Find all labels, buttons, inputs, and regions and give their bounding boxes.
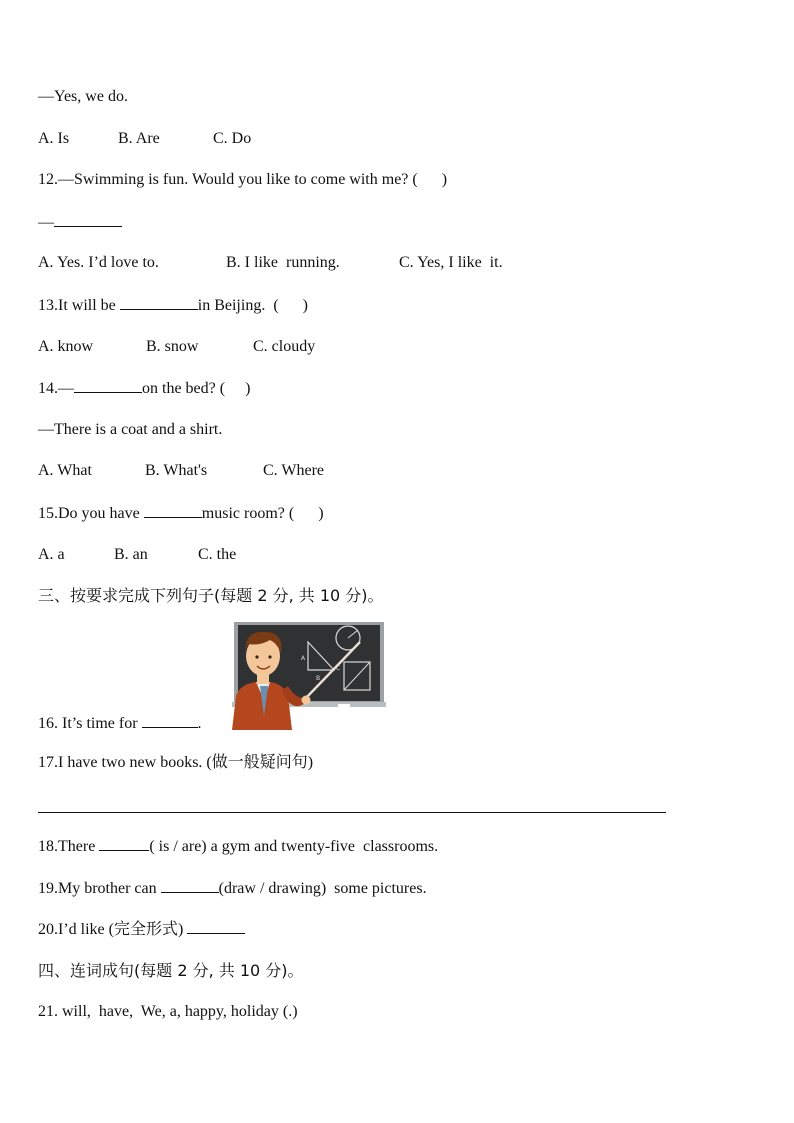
question-14: 14.— on the bed? ( ) <box>38 380 251 397</box>
option-b: B. snow <box>146 338 199 355</box>
teacher-illustration <box>226 620 386 730</box>
teacher-at-blackboard-image <box>226 620 386 730</box>
option-c: C. Yes, I like it. <box>399 254 503 271</box>
answer-blank <box>142 713 198 728</box>
option-a: A. Is <box>38 130 70 147</box>
answer-rule <box>38 812 666 813</box>
option-a: A. a <box>38 546 65 563</box>
option-a: A. What <box>38 462 92 479</box>
option-c: C. cloudy <box>253 338 316 355</box>
option-b: B. I like running. <box>226 254 340 271</box>
section-heading-3: 三、按要求完成下列句子(每题 2 分, 共 10 分)。 <box>38 586 384 605</box>
question-16: 16. It’s time for . <box>38 715 202 732</box>
answer-blank <box>144 503 202 518</box>
question-14-reply: —There is a coat and a shirt. <box>38 421 223 438</box>
question-20: 20.I’d like (完全形式) <box>38 919 245 940</box>
answer-blank <box>99 836 149 851</box>
option-a: A. Yes. I’d love to. <box>38 254 159 271</box>
question-12: 12.—Swimming is fun. Would you like to come with me? ( ) <box>38 171 448 188</box>
answer-blank <box>54 212 122 227</box>
board-label-c: C <box>336 665 341 672</box>
section-heading-4: 四、连词成句(每题 2 分, 共 10 分)。 <box>38 961 304 980</box>
question-15: 15.Do you have music room? ( ) <box>38 505 324 522</box>
option-c: C. Do <box>213 130 252 147</box>
board-label-b: B <box>316 675 321 682</box>
answer-blank <box>161 878 219 893</box>
answer-blank <box>74 378 142 393</box>
board-label-a: A <box>301 655 306 662</box>
option-c: C. the <box>198 546 237 563</box>
option-a: A. know <box>38 338 94 355</box>
option-b: B. Are <box>118 130 160 147</box>
answer-blank <box>120 295 198 310</box>
option-c: C. Where <box>263 462 325 479</box>
question-12-reply: — <box>38 212 122 233</box>
answer-line: —Yes, we do. <box>38 88 128 105</box>
question-18: 18.There ( is / are) a gym and twenty-five classrooms. <box>38 838 439 855</box>
option-b: B. What's <box>145 462 208 479</box>
question-19: 19.My brother can (draw / drawing) some pictures. <box>38 880 427 897</box>
question-13: 13.It will be in Beijing. ( ) <box>38 297 308 314</box>
option-b: B. an <box>114 546 148 563</box>
question-21: 21. will, have, We, a, happy, holiday (.) <box>38 1003 298 1020</box>
question-17: 17.I have two new books. (做一般疑问句) <box>38 754 314 771</box>
answer-blank <box>187 919 245 934</box>
